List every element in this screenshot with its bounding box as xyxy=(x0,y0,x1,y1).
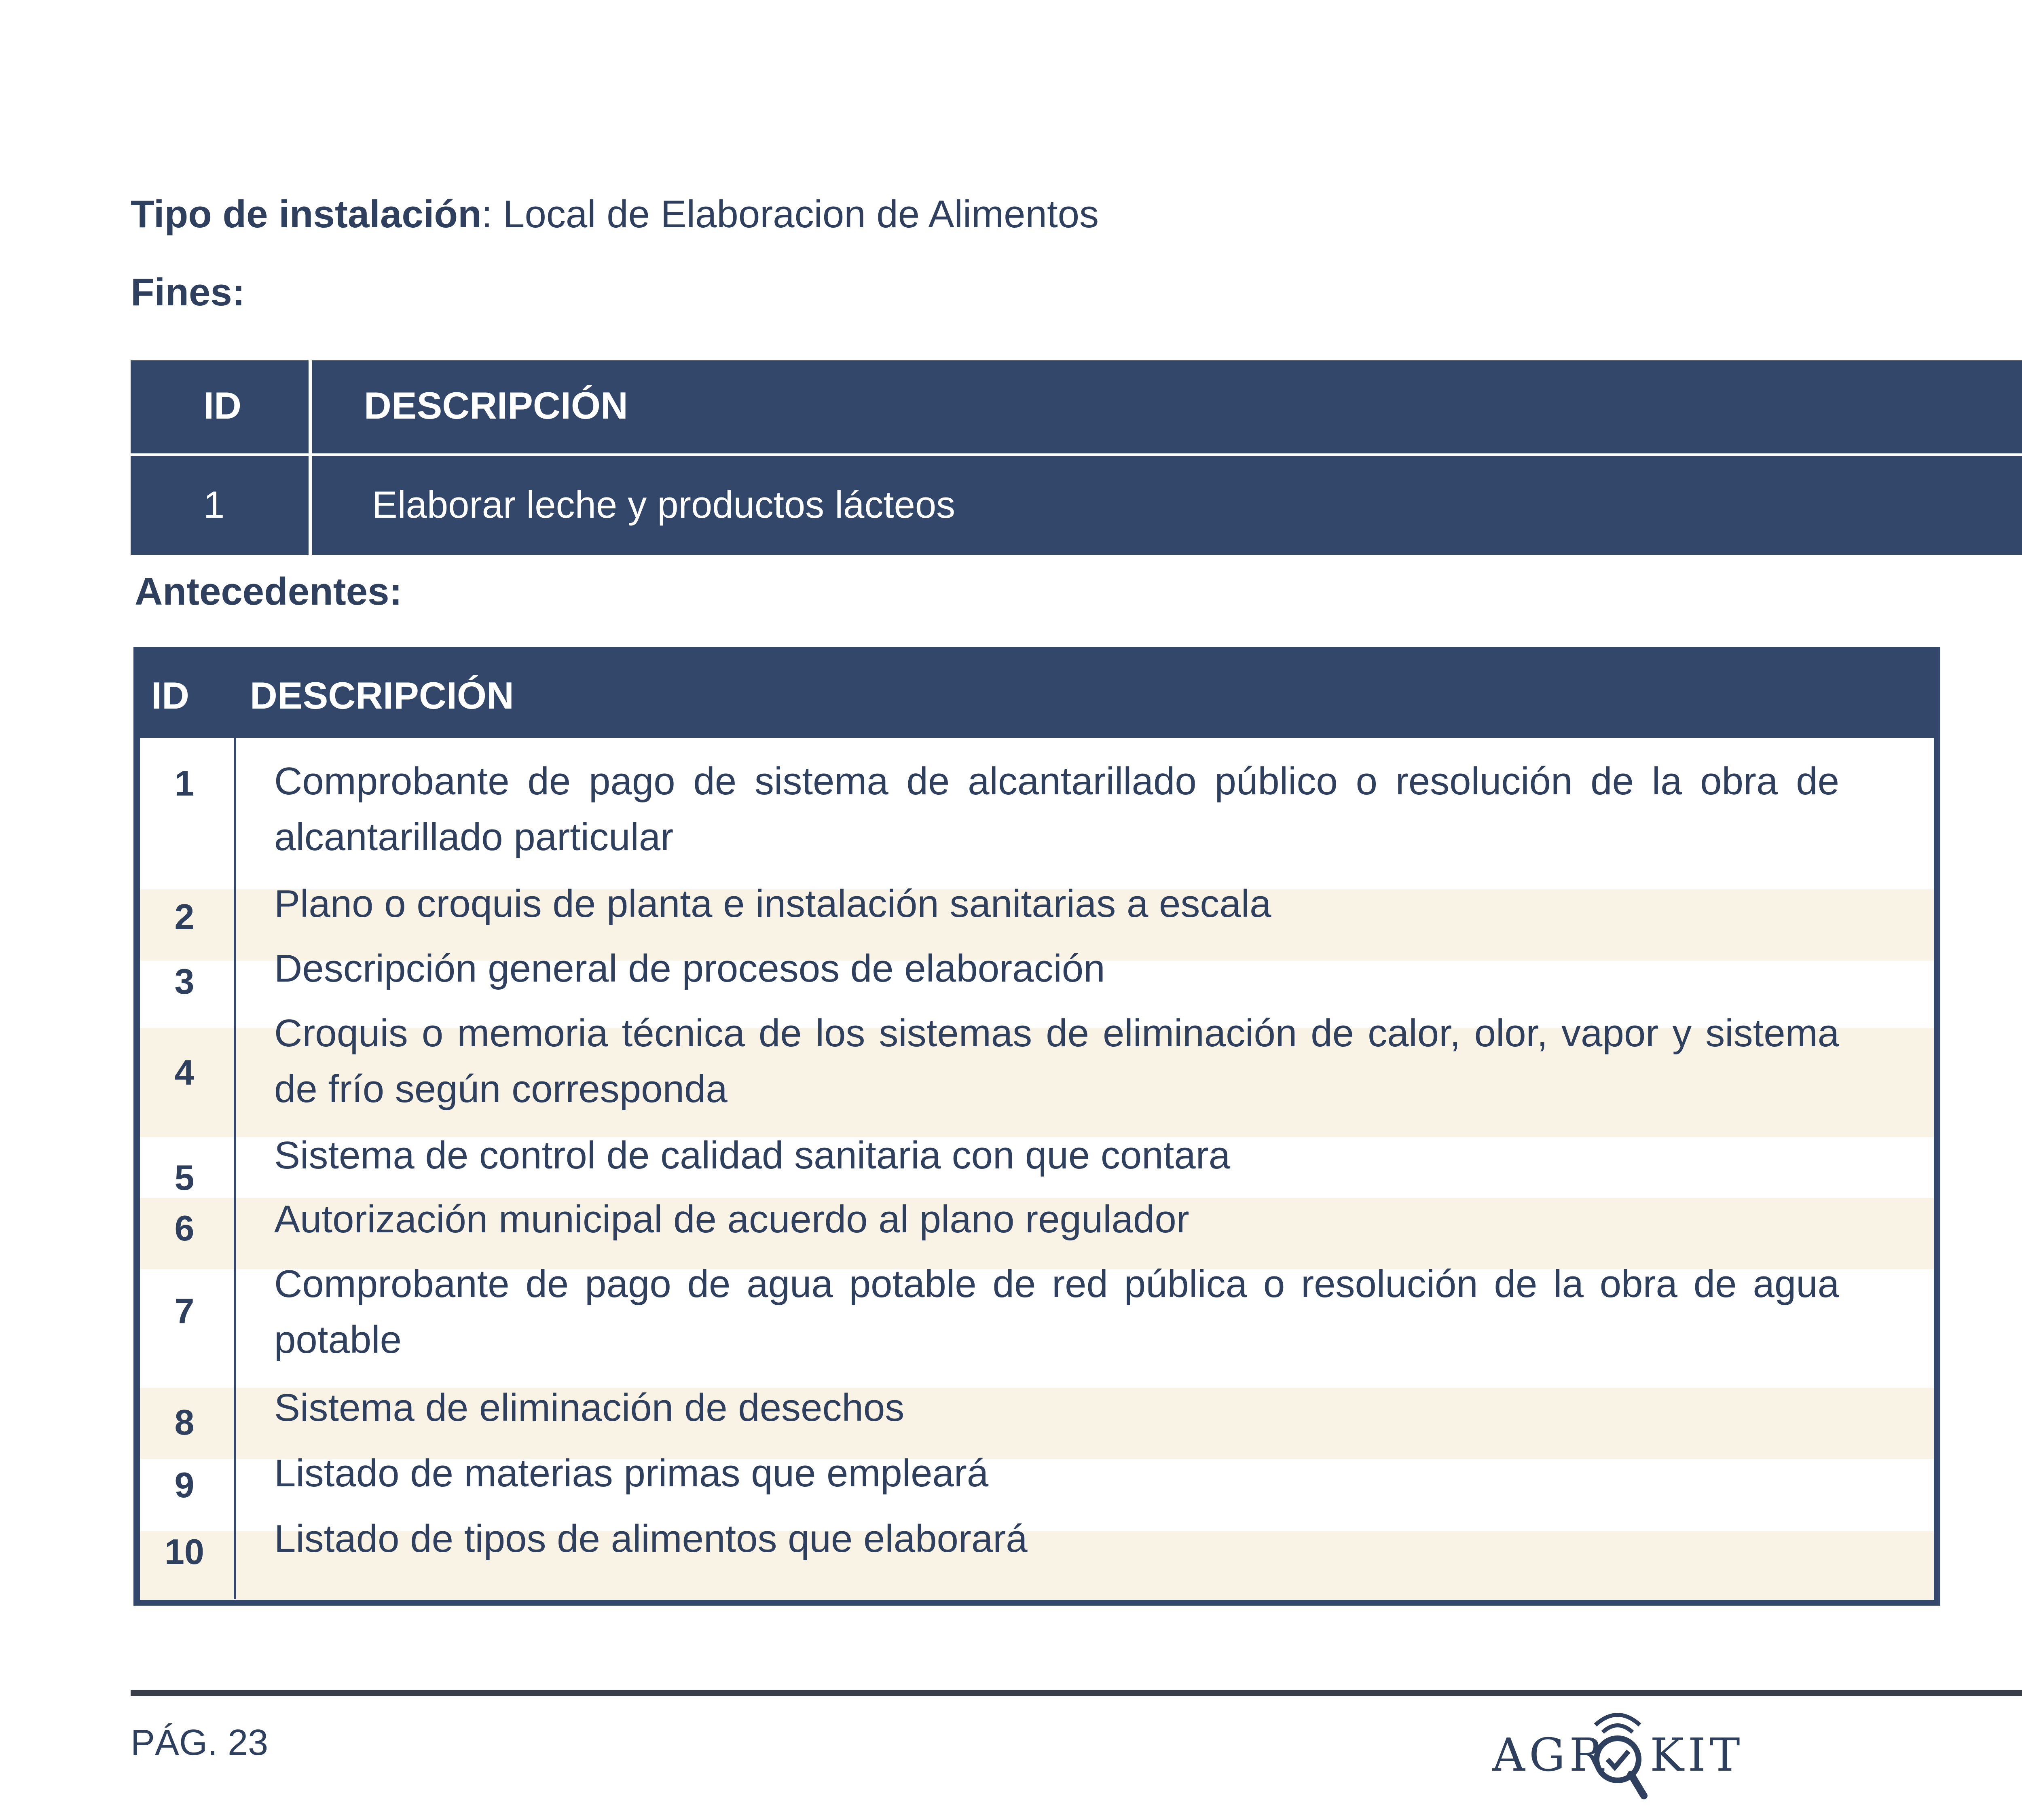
row-description: Listado de tipos de alimentos que elaborará xyxy=(274,1517,1028,1560)
row-description: Sistema de eliminación de desechos xyxy=(274,1386,905,1429)
page-number: PÁG. 23 xyxy=(131,1723,269,1763)
antecedentes-table-header xyxy=(140,654,1934,738)
installation-type xyxy=(131,192,1099,237)
row-id: 8 xyxy=(174,1402,195,1442)
fines-row-id: 1 xyxy=(203,483,225,526)
row-description: Sistema de control de calidad sanitaria con que contara xyxy=(274,1134,1231,1177)
fines-table xyxy=(131,360,2022,555)
footer-divider xyxy=(131,1690,2022,1696)
column-divider xyxy=(309,360,312,555)
installation-type-label: Tipo de instalación xyxy=(131,193,482,236)
row-description: Plano o croquis de planta e instalación sanitarias a escala xyxy=(274,882,1271,925)
antecedentes-table xyxy=(133,647,1940,1606)
fines-col-description: DESCRIPCIÓN xyxy=(364,384,628,427)
antecedentes-col-id: ID xyxy=(151,674,189,717)
agrokit-logo xyxy=(1492,1705,1744,1814)
logo-text-right: KIT xyxy=(1650,1729,1744,1782)
row-id: 4 xyxy=(174,1052,195,1092)
row-id: 5 xyxy=(174,1158,195,1198)
row-description: Autorización municipal de acuerdo al plano regulador xyxy=(274,1198,1189,1241)
row-description: Listado de materias primas que empleará xyxy=(274,1452,989,1495)
magnifier-check-icon xyxy=(1583,1705,1652,1806)
row-id: 3 xyxy=(174,961,195,1001)
row-id: 10 xyxy=(165,1532,204,1572)
row-id: 6 xyxy=(174,1208,195,1248)
antecedentes-col-description: DESCRIPCIÓN xyxy=(250,674,514,717)
row-id: 2 xyxy=(174,897,195,937)
fines-table-header xyxy=(131,360,2022,453)
table-row xyxy=(131,456,2022,555)
logo-text-left: AGR xyxy=(1492,1729,1607,1782)
row-id: 9 xyxy=(174,1465,195,1505)
antecedentes-label: Antecedentes: xyxy=(135,570,402,613)
fines-col-id: ID xyxy=(203,384,241,427)
row-id: 1 xyxy=(174,763,195,803)
fines-row-description: Elaborar leche y productos lácteos xyxy=(372,483,956,526)
fines-label: Fines: xyxy=(131,271,245,314)
row-description: Comprobante de pago de sistema de alcantarillado público o resolución de la obra de alcantarillado particular xyxy=(274,760,1839,859)
installation-type-value: : Local de Elaboracion de Alimentos xyxy=(481,193,1099,236)
row-description: Comprobante de pago de agua potable de red pública o resolución de la obra de agua potable xyxy=(274,1262,1839,1361)
column-divider xyxy=(234,738,236,1599)
row-id: 7 xyxy=(174,1291,195,1331)
row-description: Descripción general de procesos de elaboración xyxy=(274,947,1105,990)
row-description: Croquis o memoria técnica de los sistemas de eliminación de calor, olor, vapor y sistema de frío según corresponda xyxy=(274,1012,1839,1111)
